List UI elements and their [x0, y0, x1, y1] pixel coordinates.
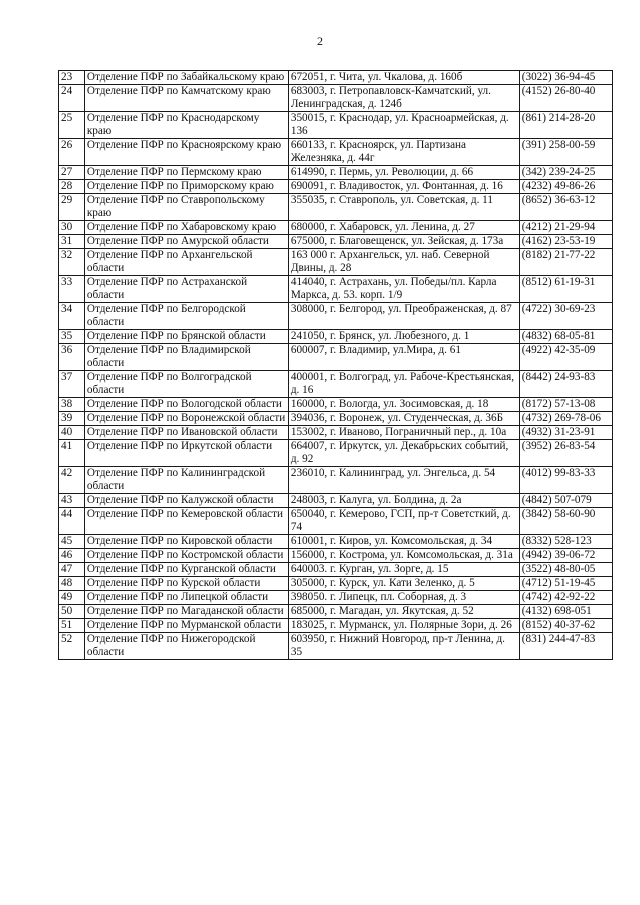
- row-number: 26: [59, 139, 85, 166]
- office-phone: (8512) 61-19-31: [519, 276, 612, 303]
- row-number: 25: [59, 112, 85, 139]
- table-row: [59, 467, 613, 494]
- row-number: 46: [59, 549, 85, 563]
- row-number: 45: [59, 535, 85, 549]
- office-name: Отделение ПФР по Краснодарскому краю: [84, 112, 288, 139]
- row-number: 41: [59, 440, 85, 467]
- office-address: 690091, г. Владивосток, ул. Фонтанная, д. 16: [288, 180, 519, 194]
- office-name: Отделение ПФР по Ставропольскому краю: [84, 194, 288, 221]
- table-row: [59, 605, 613, 619]
- office-name: Отделение ПФР по Кировской области: [84, 535, 288, 549]
- office-phone: (4152) 26-80-40: [519, 85, 612, 112]
- office-address: 305000, г. Курск, ул. Кати Зеленко, д. 5: [288, 577, 519, 591]
- office-phone: (4712) 51-19-45: [519, 577, 612, 591]
- row-number: 35: [59, 330, 85, 344]
- office-phone: (4212) 21-29-94: [519, 221, 612, 235]
- office-name: Отделение ПФР по Амурской области: [84, 235, 288, 249]
- office-address: 650040, г. Кемерово, ГСП, пр-т Советсткий, д. 74: [288, 508, 519, 535]
- office-name: Отделение ПФР по Курганской области: [84, 563, 288, 577]
- office-name: Отделение ПФР по Хабаровскому краю: [84, 221, 288, 235]
- office-address: 614990, г. Пермь, ул. Революции, д. 66: [288, 166, 519, 180]
- table-row: [59, 303, 613, 330]
- table-row: [59, 440, 613, 467]
- office-phone: (342) 239-24-25: [519, 166, 612, 180]
- row-number: 28: [59, 180, 85, 194]
- office-phone: (831) 244-47-83: [519, 633, 612, 660]
- office-name: Отделение ПФР по Калужской области: [84, 494, 288, 508]
- office-name: Отделение ПФР по Вологодской области: [84, 398, 288, 412]
- row-number: 50: [59, 605, 85, 619]
- office-phone: (4162) 23-53-19: [519, 235, 612, 249]
- office-name: Отделение ПФР по Липецкой области: [84, 591, 288, 605]
- row-number: 42: [59, 467, 85, 494]
- office-address: 156000, г. Кострома, ул. Комсомольская, д. 31а: [288, 549, 519, 563]
- office-address: 660133, г. Красноярск, ул. Партизана Железняка, д. 44г: [288, 139, 519, 166]
- office-name: Отделение ПФР по Камчатскому краю: [84, 85, 288, 112]
- office-phone: (8152) 40-37-62: [519, 619, 612, 633]
- office-phone: (861) 214-28-20: [519, 112, 612, 139]
- office-address: 672051, г. Чита, ул. Чкалова, д. 160б: [288, 71, 519, 85]
- office-address: 350015, г. Краснодар, ул. Красноармейская, д. 136: [288, 112, 519, 139]
- office-phone: (4942) 39-06-72: [519, 549, 612, 563]
- office-name: Отделение ПФР по Забайкальскому краю: [84, 71, 288, 85]
- row-number: 31: [59, 235, 85, 249]
- table-row: [59, 139, 613, 166]
- office-phone: (4832) 68-05-81: [519, 330, 612, 344]
- office-name: Отделение ПФР по Белгородской области: [84, 303, 288, 330]
- office-phone: (4132) 698-051: [519, 605, 612, 619]
- row-number: 32: [59, 249, 85, 276]
- office-name: Отделение ПФР по Мурманской области: [84, 619, 288, 633]
- row-number: 38: [59, 398, 85, 412]
- table-row: [59, 633, 613, 660]
- office-phone: (8652) 36-63-12: [519, 194, 612, 221]
- office-name: Отделение ПФР по Курской области: [84, 577, 288, 591]
- table-row: [59, 508, 613, 535]
- office-address: 355035, г. Ставрополь, ул. Советская, д. 11: [288, 194, 519, 221]
- table-row: [59, 412, 613, 426]
- office-phone: (4722) 30-69-23: [519, 303, 612, 330]
- office-name: Отделение ПФР по Нижегородской области: [84, 633, 288, 660]
- table-row: [59, 549, 613, 563]
- office-phone: (3522) 48-80-05: [519, 563, 612, 577]
- table-row: [59, 344, 613, 371]
- table-row: [59, 221, 613, 235]
- office-name: Отделение ПФР по Архангельской области: [84, 249, 288, 276]
- office-address: 664007, г. Иркутск, ул. Декабрьских событий, д. 92: [288, 440, 519, 467]
- table-row: [59, 619, 613, 633]
- row-number: 30: [59, 221, 85, 235]
- office-phone: (3022) 36-94-45: [519, 71, 612, 85]
- table-row: [59, 398, 613, 412]
- table-row: [59, 112, 613, 139]
- office-address: 683003, г. Петропавловск-Камчатский, ул. Ленинградская, д. 124б: [288, 85, 519, 112]
- row-number: 43: [59, 494, 85, 508]
- office-name: Отделение ПФР по Магаданской области: [84, 605, 288, 619]
- office-address: 610001, г. Киров, ул. Комсомольская, д. 34: [288, 535, 519, 549]
- office-name: Отделение ПФР по Калининградской области: [84, 467, 288, 494]
- office-address: 414040, г. Астрахань, ул. Победы/пл. Карла Маркса, д. 53. корп. 1/9: [288, 276, 519, 303]
- table-row: [59, 426, 613, 440]
- row-number: 49: [59, 591, 85, 605]
- table-row: [59, 71, 613, 85]
- row-number: 48: [59, 577, 85, 591]
- table-body: [59, 71, 613, 660]
- table-row: [59, 85, 613, 112]
- table-row: [59, 494, 613, 508]
- office-name: Отделение ПФР по Пермскому краю: [84, 166, 288, 180]
- row-number: 40: [59, 426, 85, 440]
- row-number: 27: [59, 166, 85, 180]
- table-row: [59, 563, 613, 577]
- table-row: [59, 166, 613, 180]
- row-number: 24: [59, 85, 85, 112]
- office-phone: (4932) 31-23-91: [519, 426, 612, 440]
- office-phone: (3842) 58-60-90: [519, 508, 612, 535]
- row-number: 34: [59, 303, 85, 330]
- office-address: 400001, г. Волгоград, ул. Рабоче-Крестьянская, д. 16: [288, 371, 519, 398]
- office-name: Отделение ПФР по Приморскому краю: [84, 180, 288, 194]
- table-row: [59, 235, 613, 249]
- office-address: 183025, г. Мурманск, ул. Полярные Зори, д. 26: [288, 619, 519, 633]
- row-number: 23: [59, 71, 85, 85]
- office-address: 394036, г. Воронеж, ул. Студенческая, д. 36Б: [288, 412, 519, 426]
- table-row: [59, 577, 613, 591]
- office-address: 153002, г. Иваново, Пограничный пер., д. 10а: [288, 426, 519, 440]
- office-phone: (4842) 507-079: [519, 494, 612, 508]
- office-address: 680000, г. Хабаровск, ул. Ленина, д. 27: [288, 221, 519, 235]
- office-address: 160000, г. Вологда, ул. Зосимовская, д. 18: [288, 398, 519, 412]
- table-row: [59, 591, 613, 605]
- office-phone: (3952) 26-83-54: [519, 440, 612, 467]
- office-name: Отделение ПФР по Волгоградской области: [84, 371, 288, 398]
- office-address: 248003, г. Калуга, ул. Болдина, д. 2а: [288, 494, 519, 508]
- office-address: 600007, г. Владимир, ул.Мира, д. 61: [288, 344, 519, 371]
- office-address: 685000, г. Магадан, ул. Якутская, д. 52: [288, 605, 519, 619]
- row-number: 29: [59, 194, 85, 221]
- office-name: Отделение ПФР по Кемеровской области: [84, 508, 288, 535]
- office-address: 675000, г. Благовещенск, ул. Зейская, д. 173а: [288, 235, 519, 249]
- row-number: 36: [59, 344, 85, 371]
- office-name: Отделение ПФР по Владимирской области: [84, 344, 288, 371]
- row-number: 39: [59, 412, 85, 426]
- office-name: Отделение ПФР по Иркутской области: [84, 440, 288, 467]
- office-name: Отделение ПФР по Астраханской области: [84, 276, 288, 303]
- office-address: 640003. г. Курган, ул. Зорге, д. 15: [288, 563, 519, 577]
- row-number: 52: [59, 633, 85, 660]
- office-name: Отделение ПФР по Воронежской области: [84, 412, 288, 426]
- table-row: [59, 371, 613, 398]
- office-name: Отделение ПФР по Костромской области: [84, 549, 288, 563]
- table-row: [59, 180, 613, 194]
- pfr-offices-table: [58, 70, 613, 660]
- office-phone: (4922) 42-35-09: [519, 344, 612, 371]
- office-phone: (4732) 269-78-06: [519, 412, 612, 426]
- office-address: 398050. г. Липецк, пл. Соборная, д. 3: [288, 591, 519, 605]
- row-number: 33: [59, 276, 85, 303]
- office-address: 236010, г. Калининград, ул. Энгельса, д. 54: [288, 467, 519, 494]
- table-row: [59, 194, 613, 221]
- office-phone: (391) 258-00-59: [519, 139, 612, 166]
- office-phone: (8442) 24-93-83: [519, 371, 612, 398]
- office-phone: (4742) 42-92-22: [519, 591, 612, 605]
- page-number: 2: [317, 34, 323, 48]
- row-number: 44: [59, 508, 85, 535]
- office-name: Отделение ПФР по Красноярскому краю: [84, 139, 288, 166]
- table-row: [59, 249, 613, 276]
- office-phone: (8182) 21-77-22: [519, 249, 612, 276]
- row-number: 51: [59, 619, 85, 633]
- table-row: [59, 330, 613, 344]
- row-number: 37: [59, 371, 85, 398]
- office-address: 241050, г. Брянск, ул. Любезного, д. 1: [288, 330, 519, 344]
- office-address: 603950, г. Нижний Новгород, пр-т Ленина, д. 35: [288, 633, 519, 660]
- office-phone: (8332) 528-123: [519, 535, 612, 549]
- row-number: 47: [59, 563, 85, 577]
- office-name: Отделение ПФР по Ивановской области: [84, 426, 288, 440]
- office-phone: (4012) 99-83-33: [519, 467, 612, 494]
- table-row: [59, 276, 613, 303]
- office-address: 308000, г. Белгород, ул. Преображенская, д. 87: [288, 303, 519, 330]
- office-phone: (8172) 57-13-08: [519, 398, 612, 412]
- table-row: [59, 535, 613, 549]
- office-name: Отделение ПФР по Брянской области: [84, 330, 288, 344]
- office-address: 163 000 г. Архангельск, ул. наб. Северной Двины, д. 28: [288, 249, 519, 276]
- office-phone: (4232) 49-86-26: [519, 180, 612, 194]
